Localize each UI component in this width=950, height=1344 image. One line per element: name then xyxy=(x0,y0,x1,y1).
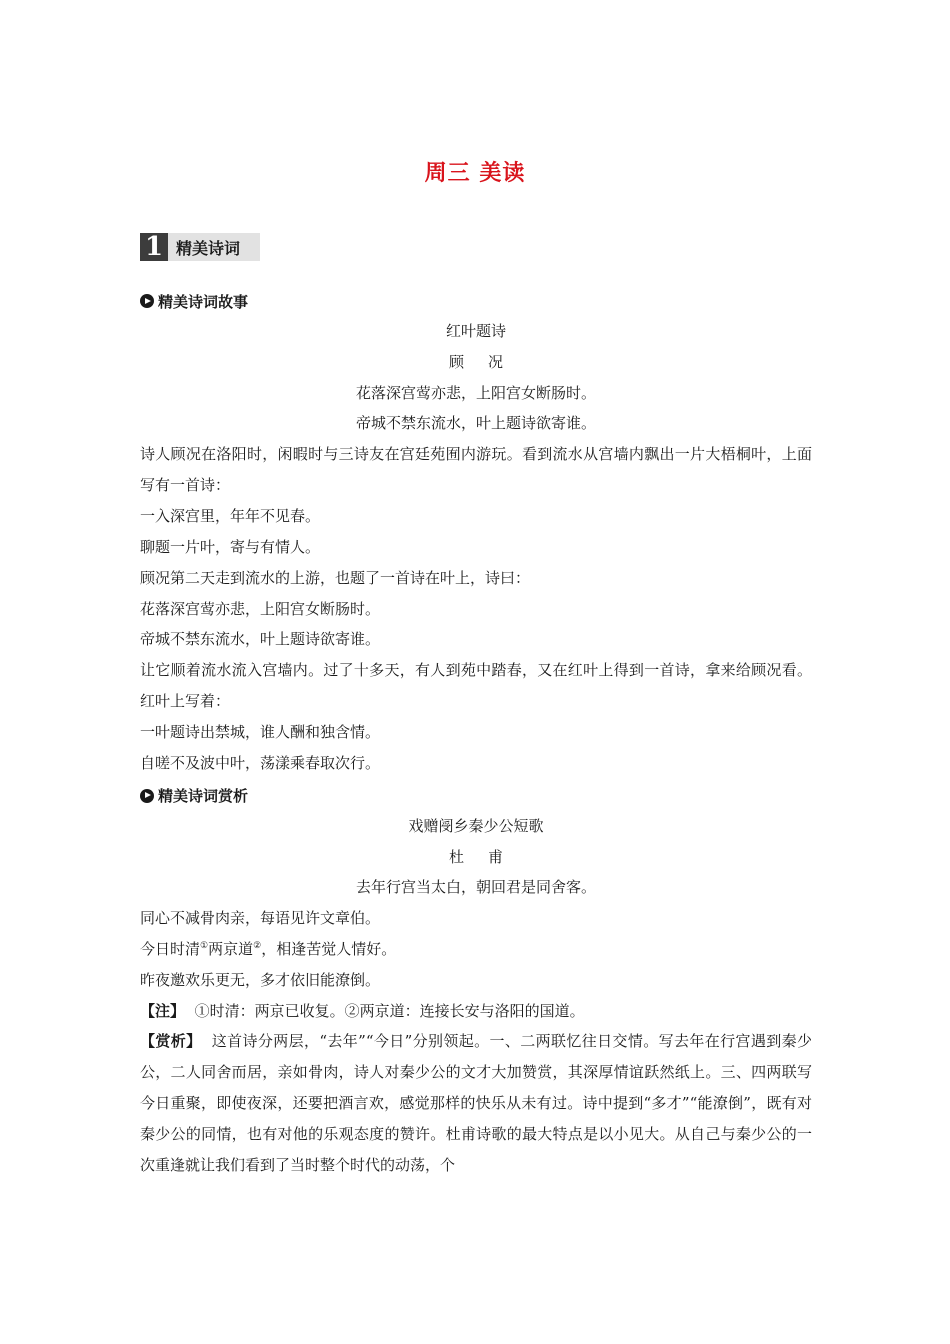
poem-author xyxy=(140,842,812,873)
note-text: ①时清：两京已收复。②两京道：连接长安与洛阳的国道。 xyxy=(194,1001,585,1020)
subheading-appreciation xyxy=(140,781,812,811)
content xyxy=(140,284,812,1181)
text-span: ，相逢苦觉人情好。 xyxy=(261,939,397,958)
appreciation-tag: 【赏析】 xyxy=(140,1032,202,1051)
poem-line: 去年行宫当太白，朝回君是同舍客。 xyxy=(355,878,596,897)
story-line: 自嗟不及波中叶，荡漾乘春取次行。 xyxy=(140,753,381,772)
note-tag: 【注】 xyxy=(140,1001,186,1020)
author-char: 杜 xyxy=(448,847,464,866)
story-line: 顾况第二天走到流水的上游，也题了一首诗在叶上，诗曰： xyxy=(140,568,531,587)
poem-line xyxy=(140,934,812,965)
appreciation-text: 这首诗分两层，“去年”“今日”分别领起。一、二两联忆往日交情。写去年在行宫遇到秦少公，二人同舍而居，亲如骨肉，诗人对秦少公的文才大加赞赏，其深厚情谊跃然纸上。三、四两联写今日重聚，即使夜深，还要把酒言欢，感觉那样的快乐从未有过。诗中提到“多才”“能潦倒”，既有对秦少公的同情，也有对他的乐观态度的赞许。杜甫诗歌的最大特点是以小见大。从自己与秦少公的一次重逢就让我们看到了当时整个时代的动荡，个 xyxy=(140,1032,812,1175)
section-tag xyxy=(140,233,260,261)
text-span: 两京道 xyxy=(208,939,254,958)
subheading-story-label: 精美诗词故事 xyxy=(158,292,249,311)
story-paragraph: 诗人顾况在洛阳时，闲暇时与三诗友在宫廷苑囿内游玩。看到流水从宫墙内飘出一片大梧桐叶，上面写有一首诗： xyxy=(140,445,812,495)
poem-title: 红叶题诗 xyxy=(445,322,506,340)
poem-line: 帝城不禁东流水，叶上题诗欲寄谁。 xyxy=(355,414,596,433)
story-line: 花落深宫莺亦悲，上阳宫女断肠时。 xyxy=(140,599,381,618)
story-paragraph: 让它顺着流水流入宫墙内。过了十多天，有人到苑中踏春，又在红叶上得到一首诗，拿来给顾况看。红叶上写着： xyxy=(140,661,812,711)
play-circle-icon xyxy=(140,294,154,308)
story-line: 聊题一片叶，寄与有情人。 xyxy=(140,537,321,556)
poem-line: 昨夜邀欢乐更无，多才依旧能潦倒。 xyxy=(140,970,381,989)
author-char: 甫 xyxy=(488,847,504,866)
poem-line: 同心不减骨肉亲，每语见许文章伯。 xyxy=(140,909,381,928)
story-line: 一叶题诗出禁城，谁人酬和独含情。 xyxy=(140,723,381,742)
section-number: 1 xyxy=(140,233,168,261)
section-label: 精美诗词 xyxy=(176,238,241,258)
subheading-appreciation-label: 精美诗词赏析 xyxy=(158,787,249,806)
poem-line: 花落深宫莺亦悲，上阳宫女断肠时。 xyxy=(355,383,596,402)
author-char: 顾 xyxy=(448,352,464,371)
story-line: 帝城不禁东流水，叶上题诗欲寄谁。 xyxy=(140,630,381,649)
play-circle-icon xyxy=(140,789,154,803)
footnote-mark: ① xyxy=(200,940,209,951)
subheading-story xyxy=(140,286,812,316)
page-title: 周三 美读 xyxy=(424,161,526,186)
appreciation xyxy=(140,1026,812,1181)
footnote-mark: ② xyxy=(253,940,262,951)
author-char: 况 xyxy=(488,352,504,371)
poem-title: 戏赠阌乡秦少公短歌 xyxy=(408,816,544,835)
note xyxy=(140,996,812,1027)
story-line: 一入深宫里，年年不见春。 xyxy=(140,507,321,526)
text-span: 今日时清 xyxy=(140,939,201,958)
poem-author xyxy=(140,347,812,378)
